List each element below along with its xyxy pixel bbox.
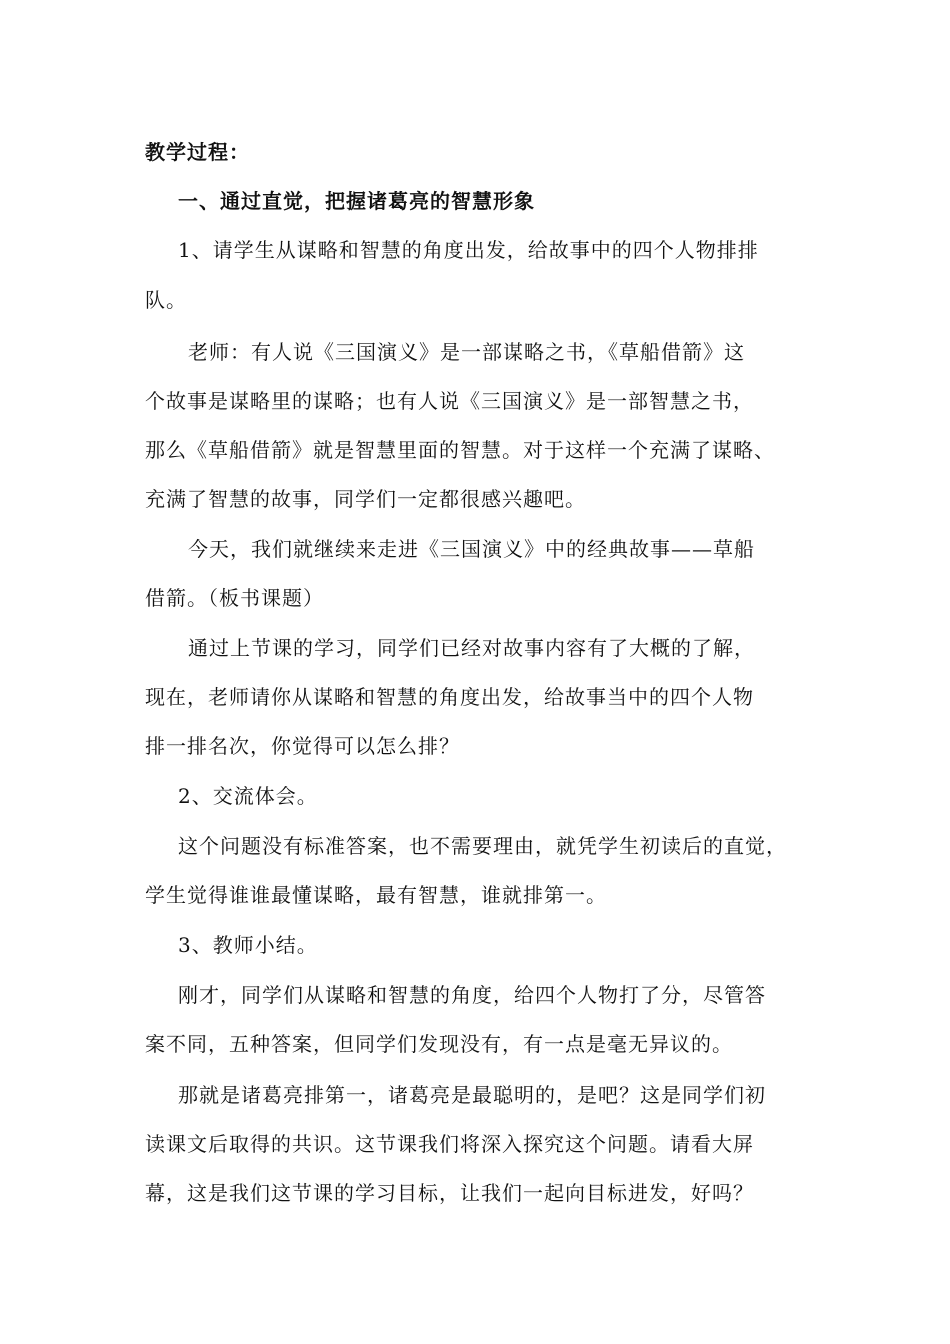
paragraph-line: 老师：有人说《三国演义》是一部谋略之书，《草船借箭》这 — [188, 340, 745, 364]
paragraph-line: 借箭。（板书课题） — [145, 586, 324, 610]
paragraph-line: 3、教师小结。 — [178, 933, 318, 957]
paragraph-line: 案不同，五种答案，但同学们发现没有，有一点是毫无异议的。 — [145, 1032, 733, 1056]
paragraph-line: 刚才，同学们从谋略和智慧的角度，给四个人物打了分，尽管答 — [178, 983, 766, 1007]
paragraph-line: 现在，老师请你从谋略和智慧的角度出发，给故事当中的四个人物 — [145, 685, 754, 709]
paragraph-line: 通过上节课的学习，同学们已经对故事内容有了大概的了解， — [188, 636, 755, 660]
paragraph-line: 幕，这是我们这节课的学习目标，让我们一起向目标进发，好吗？ — [145, 1181, 754, 1205]
paragraph-line: 1、请学生从谋略和智慧的角度出发，给故事中的四个人物排排 — [178, 238, 759, 262]
paragraph-line: 个故事是谋略里的谋略；也有人说《三国演义》是一部智慧之书， — [145, 389, 754, 413]
paragraph-line: 那么《草船借箭》就是智慧里面的智慧。对于这样一个充满了谋略、 — [145, 438, 775, 462]
paragraph-line: 排一排名次，你觉得可以怎么排？ — [145, 734, 460, 758]
paragraph-line: 那就是诸葛亮排第一，诸葛亮是最聪明的，是吧？这是同学们初 — [178, 1083, 766, 1107]
paragraph-line: 2、交流体会。 — [178, 784, 318, 808]
paragraph-line: 队。 — [145, 288, 187, 312]
paragraph-line: 这个问题没有标准答案，也不需要理由，就凭学生初读后的直觉， — [178, 834, 787, 858]
paragraph-line: 读课文后取得的共识。这节课我们将深入探究这个问题。请看大屏 — [145, 1132, 754, 1156]
process-heading: 教学过程： — [145, 140, 250, 164]
paragraph-line: 今天，我们就继续来走进《三国演义》中的经典故事——草船 — [188, 537, 755, 561]
paragraph-line: 充满了智慧的故事，同学们一定都很感兴趣吧。 — [145, 487, 586, 511]
section-title: 一、通过直觉，把握诸葛亮的智慧形象 — [178, 189, 535, 213]
paragraph-line: 学生觉得谁谁最懂谋略，最有智慧，谁就排第一。 — [145, 883, 607, 907]
